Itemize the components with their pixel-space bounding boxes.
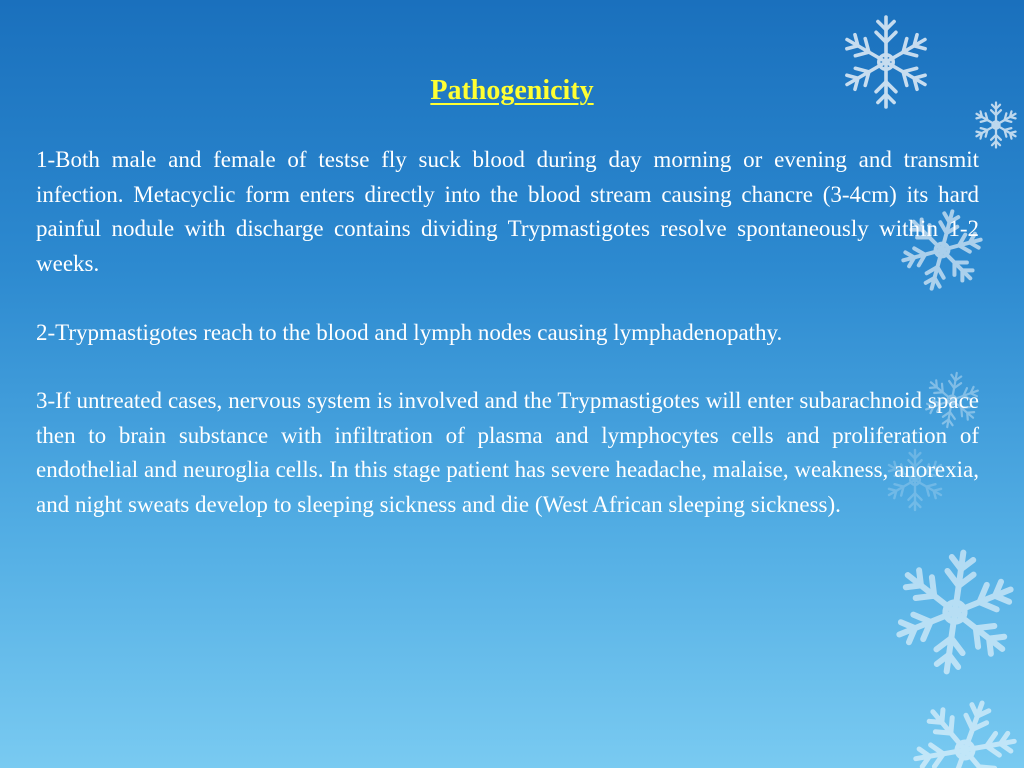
snowflake-icon [974,103,1018,148]
paragraph-lymphadenopathy: 2-Trypmastigotes reach to the blood and lymph nodes causing lymphadenopathy. [36,320,783,345]
slide-title: Pathogenicity [430,75,594,106]
paragraph-nervous-system: 3-If untreated cases, nervous system is involved and the Trypmastigotes will enter subarachnoid space then to brain substance with infiltration of plasma and lymphocytes cells and proliferation of endothelial and neuroglia cells. In this stage patient has severe headache, malaise, weakness, anorexia, and night sweats develop to sleeping sickness and die (West African sleeping sickness). [36,388,979,517]
snowflake-icon [889,544,1022,679]
paragraph-chancre: 1-Both male and female of testse fly suck blood during day morning or evening and transmit infection. Metacyclic form enters directly into the blood stream causing chancre (3-4cm) its hard painful nodule with discharge contains dividing Trypmastigotes resolve spontaneously within 1-2 weeks. [36,147,979,276]
snowflake-icon [902,686,1024,768]
